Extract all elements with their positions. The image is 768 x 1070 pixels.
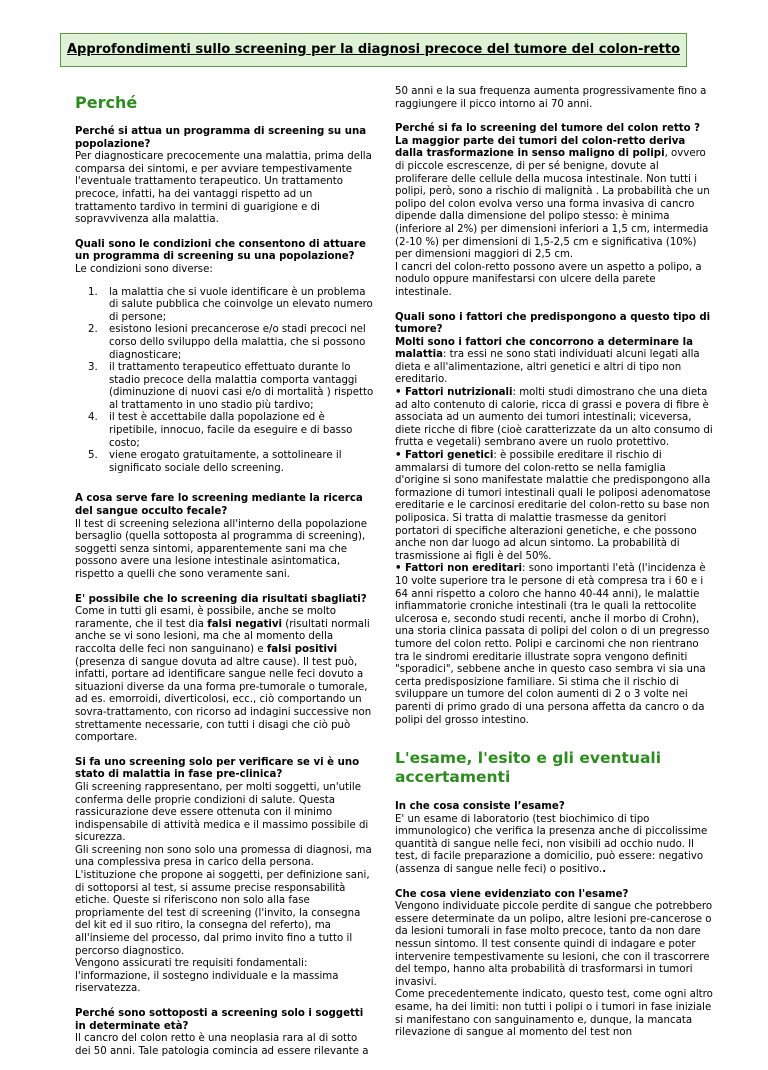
list-number: 3.	[88, 362, 98, 374]
list-text: viene erogato gratuitamente, a sottolineare il significato sociale dello screening.	[109, 450, 342, 474]
continued-text: 50 anni e la sua frequenza aumenta progressivamente fino a raggiungere il picco intorno ai 70 anni.	[395, 86, 707, 110]
faq-item	[395, 889, 713, 1040]
list-item	[75, 362, 375, 412]
answer	[395, 136, 713, 300]
list-text: esistono lesioni precancerose e/o stadi precoci nel corso dello sviluppo della malattia, che si possono diagnosticare;	[109, 324, 366, 361]
question: Perché si attua un programma di screening su una popolazione?	[75, 126, 367, 150]
faq-item	[75, 126, 375, 227]
answer-lead: La maggior parte dei tumori del colon-retto deriva dalla trasformazione in senso maligno di polipi	[395, 135, 686, 160]
answer: Le condizioni sono diverse:	[75, 263, 213, 275]
answer-text: (presenza di sangue dovuta ad altre cause). Il test può, infatti, portare ad identificare sangue nelle feci dovuto a situazioni diverse da una forma pre-tumorale o tumorale, ad es. emorroidi, diverticolosi, ecc., ciò comportando un sovra-trattamento, con ricorso ad indagini successive non strettamente necessarie, con tutti i disagi che ciò può comportare.	[75, 656, 372, 744]
answer-text: , ovvero di piccole escrescenze, di per sé benigne, dovute al proliferare delle cellule della mucosa intestinale. Non tutti i polipi, però, sono a rischio di malignità . La probabilità che un polipo del colon evolva verso una forma invasiva di cancro dipende dalla dimensione del polipo stesso: è minima (inferiore al 2%) per dimensioni inferiori a 1,5 cm, intermedia (2-10 %) per dimensioni di 1,5-2,5 cm e significativa (10%) per dimensioni maggiori di 2,5 cm. I cancri del colon-retto possono avere un aspetto a polipo, a nodulo oppure manifestarsi con ulcere della parete intestinale.	[395, 148, 710, 298]
factor-label: • Fattori non ereditari	[395, 563, 523, 575]
answer: Per diagnosticare precocemente una malattia, prima della comparsa dei sintomi, e per avviare tempestivamente l'eventuale trattamento terapeutico. Un trattamento precoce, infatti, ha dei vantaggi rispetto ad un trattamento tardivo in termini di guarigione e di sopravvivenza alla malattia.	[75, 151, 372, 226]
term-false-negatives: falsi negativi	[207, 618, 283, 630]
list-text: il trattamento terapeutico effettuato durante lo stadio precoce della malattia comporta vantaggi (diminuzione di nuovi casi e/o di mortalità ) rispetto al trattamento in uno stadio più tardivo;	[109, 362, 374, 411]
question: E' possibile che lo screening dia risultati sbagliati?	[75, 593, 367, 605]
factor-item	[395, 563, 713, 727]
list-item	[75, 450, 375, 475]
answer	[75, 606, 375, 745]
faq-item	[75, 239, 375, 476]
list-item	[75, 412, 375, 450]
factor-text: : sono importanti l'età (l'incidenza è 10 volte superiore tra le persone di età compresa tra i 60 e i 64 anni rispetto a coloro che hanno 40-44 anni), le malattie infiammatorie croniche intestinali (tra le quali la rettocolite ulcerosa e, secondo studi recenti, anche il morbo di Crohn), una storia clinica passata di polipi del colon o di un pregresso tumore del colon retto. Polipi e carcinomi che non rientrano tra le sindromi ereditarie illustrate sopra vengono definiti "sporadici", sebbene anche in questo caso sembra vi sia una certa predisposizione familiare. Si stima che il rischio di sviluppare un tumore del colon aumenti di 2 o 3 volte nei parenti di primo grado di una persona affetta da cancro o da polipi del grosso intestino.	[395, 563, 710, 726]
question: Perché sono sottoposti a screening solo i soggetti in determinate età?	[75, 1008, 364, 1032]
question: Perché si fa lo screening del tumore del colon retto ?	[395, 123, 701, 135]
left-column	[75, 93, 375, 1070]
faq-item	[75, 757, 375, 996]
factor-item	[395, 450, 713, 563]
faq-item	[395, 123, 713, 299]
list-number: 2.	[88, 324, 98, 336]
faq-item	[395, 801, 713, 877]
factor-text: : è possibile ereditare il rischio di ammalarsi di tumore del colon-retto se nella famiglia d'origine si sono manifestate malattie che predispongono alla formazione di tumori intestinali quali le poliposi adenomatose ereditarie e le carcinosi ereditarie del colon-retto su base non poliposica. Si tratta di malattie trasmesse da genitori portatori di specifiche alterazioni genetiche, e che possono anche non dar luogo ad alcun sintomo. La probabilità di trasmissione ai figli è del 50%.	[395, 450, 711, 562]
question: Che cosa viene evidenziato con l'esame?	[395, 888, 629, 900]
answer: Vengono individuate piccole perdite di sangue che potrebbero essere determinate da un polipo, altre lesioni pre-cancerose o da lesioni tumorali in fase molto precoce, tanto da non dare nessun sintomo. Il test consente quindi di indagare e poter intervenire tempestivamente su lesioni, che con il trascorrere del tempo, hanno alta probabilità di trasformarsi in tumori invasivi. Come precedentemente indicato, questo test, come ogni altro esame, ha dei limiti: non tutti i polipi o i tumori in fase iniziale si manifestano con sanguinamento e, dunque, la mancata rilevazione di sangue al momento del test non	[395, 901, 713, 1039]
faq-item	[75, 493, 375, 581]
page-banner	[60, 33, 687, 67]
answer-text: (risultati normali anche se vi sono lesioni, ma che al momento della raccolta delle feci non sanguinano) e	[75, 618, 370, 655]
section-heading-perche: Perché	[75, 93, 138, 112]
question: A cosa serve fare lo screening mediante la ricerca del sangue occulto fecale?	[75, 493, 363, 518]
list-item	[75, 287, 375, 325]
answer: Gli screening rappresentano, per molti soggetti, un'utile conferma delle proprie condizioni di salute. Questa rassicurazione deve essere ottenuta con il minimo indispensabile di attività medica e il massimo possibile di sicurezza. Gli screening non sono solo una promessa di diagnosi, ma una complessiva presa in carico della persona. L'istituzione che propone ai soggetti, per definizione sani, di sottoporsi al test, si assume precise responsabilità etiche. Queste si riferiscono non solo alla fase propriamente del test di screening (l'invito, la consegna del kit ed il suo ritiro, la consegna del referto), ma all'insieme del processo, dal primo invito fino a tutto il percorso diagnostico. Vengono assicurati tre requisiti fondamentali: l'informazione, il sostegno individuale e la massima riservatezza.	[75, 781, 372, 995]
banner-title: Approfondimenti sullo screening per la diagnosi precoce del tumore del colon-retto	[66, 42, 681, 57]
factor-item	[395, 387, 713, 450]
section-heading-esame: L'esame, l'esito e gli eventuali accertamenti	[395, 749, 662, 787]
faq-item	[75, 1008, 375, 1058]
term-false-positives: falsi positivi	[266, 643, 338, 655]
answer	[395, 814, 713, 877]
list-item	[75, 324, 375, 362]
list-number: 1.	[88, 286, 98, 298]
question: In che cosa consiste l’esame?	[395, 801, 565, 813]
factor-label: • Fattori genetici	[395, 450, 494, 462]
faq-item	[75, 594, 375, 745]
conditions-list	[75, 287, 375, 476]
question: Si fa uno screening solo per verificare se vi è uno stato di malattia in fase pre-clinica?	[75, 756, 360, 781]
question: Quali sono le condizioni che consentono di attuare un programma di screening su una popolazione?	[75, 238, 366, 263]
factor-label: • Fattori nutrizionali	[395, 387, 513, 399]
list-text: il test è accettabile dalla popolazione ed è ripetibile, innocuo, facile da eseguire e di basso costo;	[109, 412, 353, 449]
answer	[395, 337, 713, 387]
answer-text: : tra essi ne sono stati individuati alcuni legati alla dieta e all'alimentazione, altri genetici e altri di tipo non ereditario.	[395, 349, 700, 386]
list-number: 5.	[88, 450, 98, 462]
list-text: la malattia che si vuole identificare è un problema di salute pubblica che coinvolge un elevato numero di persone;	[109, 286, 373, 323]
answer: Il cancro del colon retto è una neoplasia rara al di sotto dei 50 anni. Tale patologia comincia ad essere rilevante a	[75, 1033, 369, 1057]
answer-lead: Molti sono i fattori che concorrono a determinare la malattia	[395, 336, 693, 361]
list-number: 4.	[88, 412, 98, 424]
question: Quali sono i fattori che predispongono a questo tipo di tumore?	[395, 311, 711, 336]
factor-text: : molti studi dimostrano che una dieta ad alto contenuto di calorie, ricca di grassi e povera di fibre è associata ad un aumento dei tumori intestinali; viceversa, diete ricche di fibre (cioè caratterizzate da un alto consumo di frutta e vegetali) sembrano avere un ruolo protettivo.	[395, 387, 713, 449]
answer-text: Come in tutti gli esami, è possibile, anche se molto raramente, che il test dia	[75, 606, 337, 630]
faq-item	[395, 312, 713, 728]
answer: Il test di screening seleziona all'interno della popolazione bersaglio (quella sottoposta al programma di screening), soggetti senza sintomi, apparentemente sani ma che possono avere una lesione intestinale asintomatica, rispetto a quelli che sono veramente sani.	[75, 518, 367, 580]
right-column	[395, 86, 713, 1052]
answer-end: .	[602, 864, 607, 876]
answer-text: E' un esame di laboratorio (test biochimico di tipo immunologico) che verifica la presenza anche di piccolissime quantità di sangue nelle feci, non visibili ad occhio nudo. Il test, di facile preparazione a domicilio, può essere: negativo (assenza di sangue nelle feci) o positivo.	[395, 813, 708, 876]
